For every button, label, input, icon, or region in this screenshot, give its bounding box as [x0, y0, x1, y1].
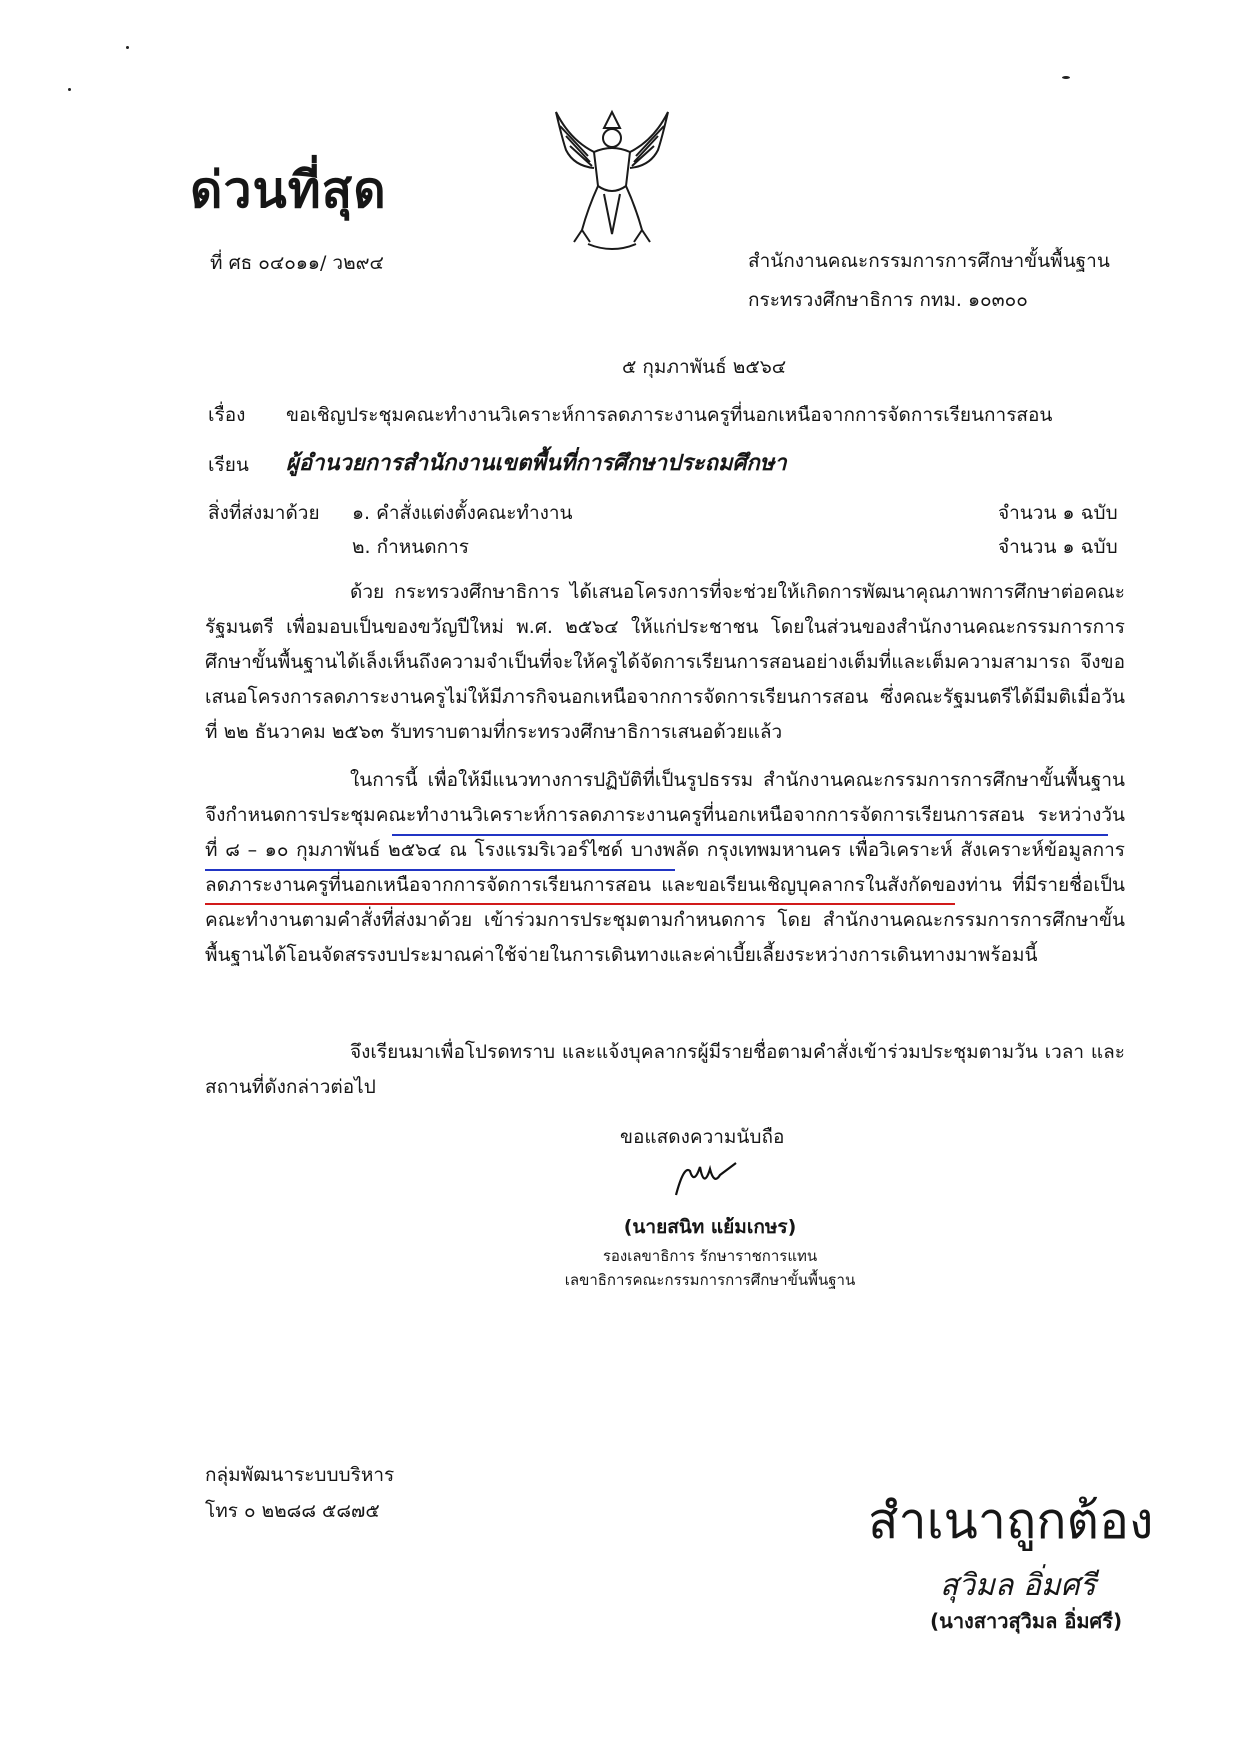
stamp-signer-name: (นางสาวสุวิมล อิ่มศรี)	[930, 1609, 1123, 1633]
scan-speck	[1062, 76, 1070, 79]
closing-regards: ขอแสดงความนับถือ	[620, 1126, 785, 1148]
signatory-position: เลขาธิการคณะกรรมการการศึกษาขั้นพื้นฐาน	[564, 1271, 856, 1289]
scan-speck	[68, 88, 71, 91]
attachment-quantity: จำนวน ๑ ฉบับ	[998, 502, 1118, 524]
subject-text: ขอเชิญประชุมคณะทำงานวิเคราะห์การลดภาระงานครูที่นอกเหนือจากการจัดการเรียนการสอน	[286, 404, 1053, 426]
subject-label: เรื่อง	[208, 404, 246, 426]
blue-pen-underline	[392, 834, 1108, 836]
handwritten-signature-mark	[670, 1155, 740, 1201]
footer-phone: โทร ๐ ๒๒๘๘ ๕๘๗๕	[205, 1500, 380, 1522]
footer-department: กลุ่มพัฒนาระบบบริหาร	[205, 1464, 395, 1486]
body-paragraph-1: ด้วย กระทรวงศึกษาธิการ ได้เสนอโครงการที่จะช่วยให้เกิดการพัฒนาคุณภาพการศึกษาต่อคณะรัฐมนตรี เพื่อมอบเป็นของขวัญปีใหม่ พ.ศ. ๒๕๖๔ ให้แก่ประชาชน โดยในส่วนของสำนักงานคณะกรรมการการศึกษาขั้นพื้นฐานได้เล็งเห็นถึงความจำเป็นที่จะให้ครูได้จัดการเรียนการสอนอย่างเต็มที่และเต็มความสามารถ จึงขอเสนอโครงการลดภาระงานครูไม่ให้มีภารกิจนอกเหนือจากการจัดการเรียนการสอน ซึ่งคณะรัฐมนตรีได้มีมติเมื่อวันที่ ๒๒ ธันวาคม ๒๕๖๓ รับทราบตามที่กระทรวงศึกษาธิการเสนอด้วยแล้ว	[205, 581, 1125, 743]
certified-copy-stamp: สำเนาถูกต้อง	[868, 1492, 1154, 1550]
garuda-emblem-icon	[548, 104, 676, 256]
document-date: ๕ กุมภาพันธ์ ๒๕๖๔	[622, 356, 787, 378]
body-paragraph-3: จึงเรียนมาเพื่อโปรดทราบ และแจ้งบุคลากรผู้มีรายชื่อตามคำสั่งเข้าร่วมประชุมตามวัน เวลา และสถานที่ดังกล่าวต่อไป	[205, 1041, 1125, 1098]
document-number: ที่ ศธ ๐๔๐๑๑/ ว๒๙๔	[210, 252, 384, 274]
attachment-quantity: จำนวน ๑ ฉบับ	[998, 536, 1118, 558]
scan-speck	[126, 46, 129, 49]
recipient-label: เรียน	[208, 454, 249, 476]
blue-pen-underline	[205, 869, 675, 871]
attachment-item: ๑. คำสั่งแต่งตั้งคณะทำงาน	[352, 502, 573, 524]
signatory-name: (นายสนิท แย้มเกษร)	[623, 1216, 797, 1238]
office-name: สำนักงานคณะกรรมการการศึกษาขั้นพื้นฐาน	[748, 250, 1110, 272]
red-pen-underline	[205, 903, 955, 905]
body-paragraph-2: ในการนี้ เพื่อให้มีแนวทางการปฏิบัติที่เป็นรูปธรรม สำนักงานคณะกรรมการการศึกษาขั้นพื้นฐานจึงกำหนดการประชุมคณะทำงานวิเคราะห์การลดภาระงานครูที่นอกเหนือจากการจัดการเรียนการสอน ระหว่างวันที่ ๘ – ๑๐ กุมภาพันธ์ ๒๕๖๔ ณ โรงแรมริเวอร์ไซด์ บางพลัด กรุงเทพมหานคร เพื่อวิเคราะห์ สังเคราะห์ข้อมูลการลดภาระงานครูที่นอกเหนือจากการจัดการเรียนการสอน และขอเรียนเชิญบุคลากรในสังกัดของท่าน ที่มีรายชื่อเป็นคณะทำงานตามคำสั่งที่ส่งมาด้วย เข้าร่วมการประชุมตามกำหนดการ โดย สำนักงานคณะกรรมการการศึกษาขั้นพื้นฐานได้โอนจัดสรรงบประมาณค่าใช้จ่ายในการเดินทางและค่าเบี้ยเลี้ยงระหว่างการเดินทางมาพร้อมนี้	[205, 769, 1125, 966]
signatory-position: รองเลขาธิการ รักษาราชการแทน	[602, 1247, 818, 1265]
attachment-item: ๒. กำหนดการ	[352, 536, 470, 558]
attachments-label: สิ่งที่ส่งมาด้วย	[208, 502, 320, 524]
stamp-signature: สุวิมล อิ่มศรี	[940, 1568, 1096, 1603]
recipient-handwritten: ผู้อำนวยการสำนักงานเขตพื้นที่การศึกษาประถมศึกษา	[286, 450, 787, 476]
urgency-label: ด่วนที่สุด	[190, 160, 387, 219]
office-address: กระทรวงศึกษาธิการ กทม. ๑๐๓๐๐	[748, 289, 1028, 311]
